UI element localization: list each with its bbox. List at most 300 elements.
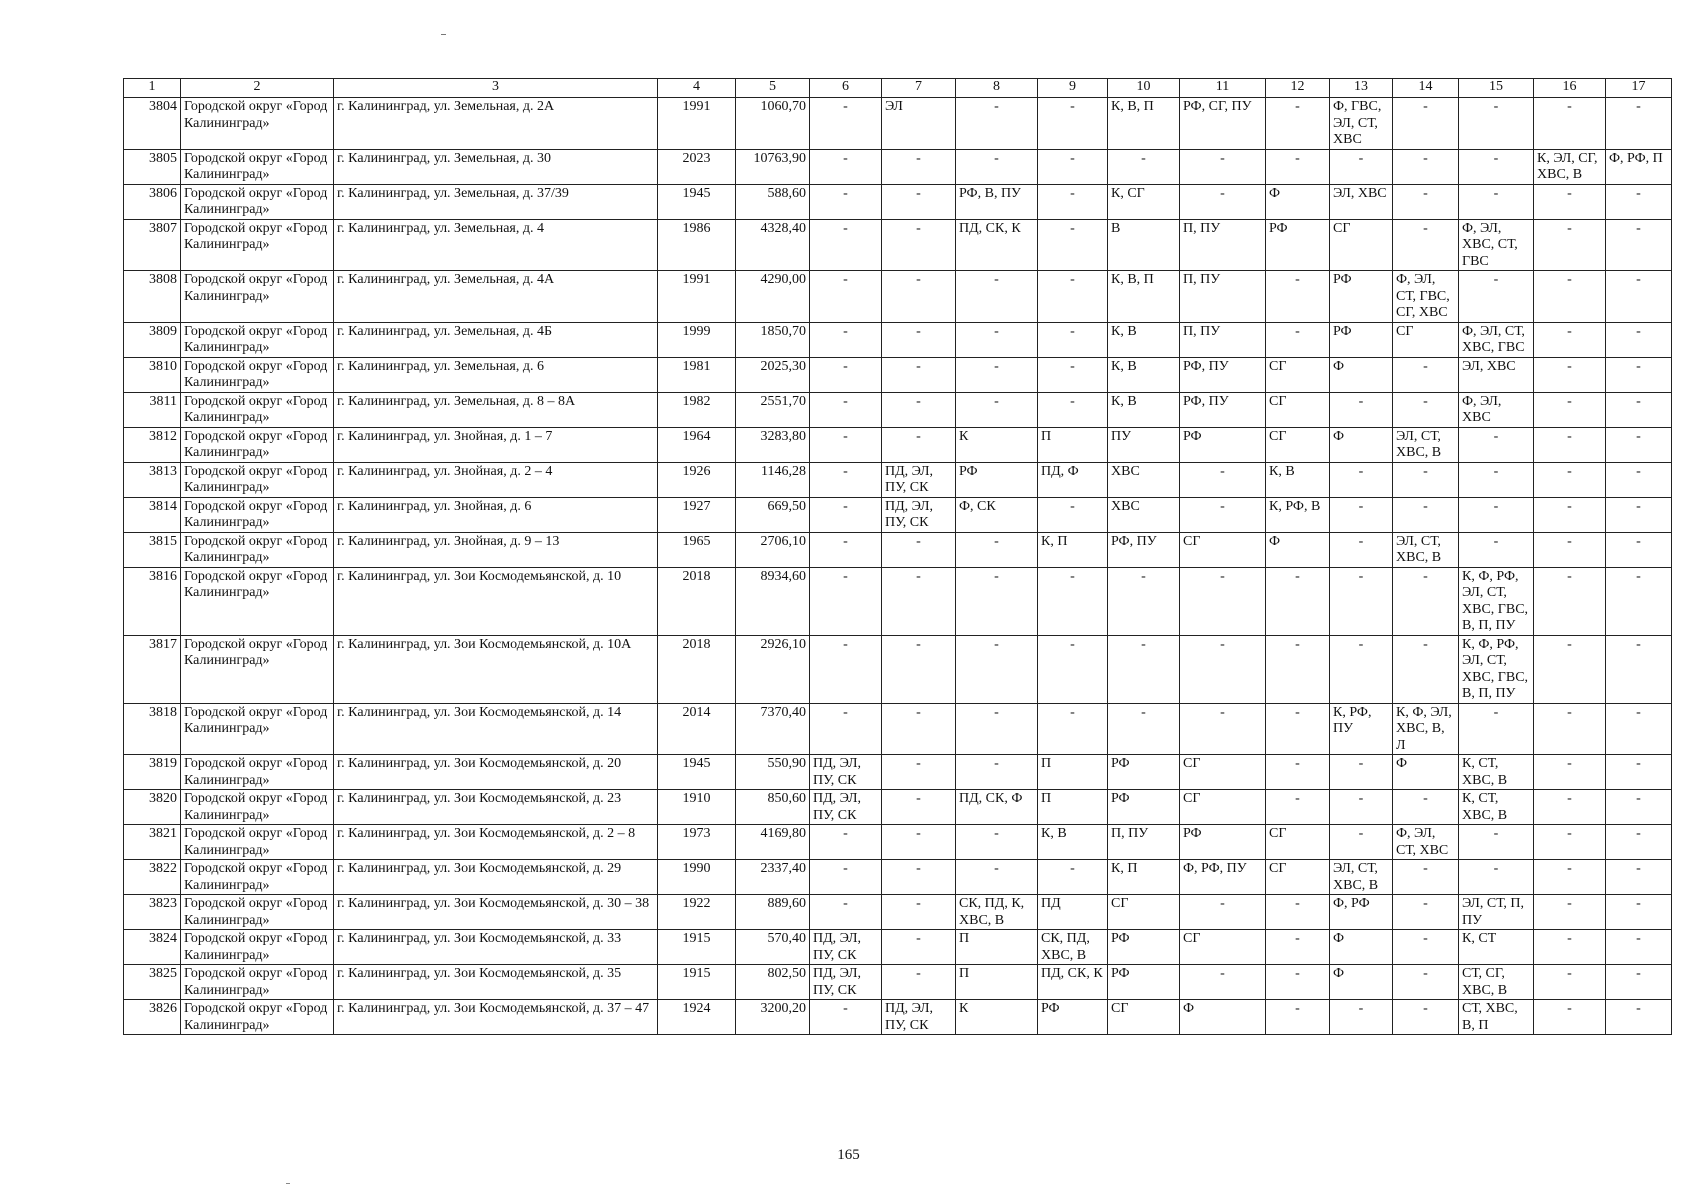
work-type-cell: - bbox=[1606, 703, 1672, 755]
work-type-cell: - bbox=[1534, 825, 1606, 860]
address-cell: г. Калининград, ул. Зои Космодемьянской, д. 2 – 8 bbox=[334, 825, 658, 860]
municipality-cell: Городской округ «Город Калининград» bbox=[181, 790, 334, 825]
work-type-cell: - bbox=[882, 965, 956, 1000]
work-type-cell: ПД, ЭЛ, ПУ, СК bbox=[810, 755, 882, 790]
page-number: 165 bbox=[837, 1147, 860, 1163]
work-type-cell: - bbox=[882, 532, 956, 567]
work-type-cell: - bbox=[1180, 635, 1266, 703]
area-cell: 550,90 bbox=[736, 755, 810, 790]
work-type-cell: РФ bbox=[1108, 930, 1180, 965]
work-type-cell: Ф, РФ, ПУ bbox=[1180, 860, 1266, 895]
work-type-cell: - bbox=[1393, 497, 1459, 532]
work-type-cell: В bbox=[1108, 219, 1180, 271]
work-type-cell: - bbox=[1534, 895, 1606, 930]
work-type-cell: - bbox=[882, 930, 956, 965]
area-cell: 4290,00 bbox=[736, 271, 810, 323]
work-type-cell: - bbox=[1038, 567, 1108, 635]
work-type-cell: - bbox=[1266, 965, 1330, 1000]
work-type-cell: СГ bbox=[1108, 895, 1180, 930]
work-type-cell: - bbox=[1393, 149, 1459, 184]
work-type-cell: - bbox=[1330, 790, 1393, 825]
work-type-cell: - bbox=[882, 271, 956, 323]
work-type-cell: - bbox=[882, 860, 956, 895]
work-type-cell: - bbox=[1534, 392, 1606, 427]
work-type-cell: ПД, СК, Ф bbox=[956, 790, 1038, 825]
work-type-cell: - bbox=[1606, 427, 1672, 462]
work-type-cell: - bbox=[810, 703, 882, 755]
area-cell: 850,60 bbox=[736, 790, 810, 825]
work-type-cell: СГ bbox=[1266, 357, 1330, 392]
address-cell: г. Калининград, ул. Земельная, д. 6 bbox=[334, 357, 658, 392]
work-type-cell: ЭЛ, СТ, ХВС, В bbox=[1330, 860, 1393, 895]
year-cell: 1964 bbox=[658, 427, 736, 462]
table-body bbox=[124, 98, 1672, 1035]
work-type-cell: - bbox=[882, 895, 956, 930]
work-type-cell: - bbox=[810, 532, 882, 567]
work-type-cell: - bbox=[956, 567, 1038, 635]
table-row bbox=[124, 271, 1672, 323]
work-type-cell: - bbox=[1393, 98, 1459, 150]
work-type-cell: - bbox=[1606, 635, 1672, 703]
work-type-cell: - bbox=[956, 703, 1038, 755]
address-cell: г. Калининград, ул. Земельная, д. 30 bbox=[334, 149, 658, 184]
work-type-cell: - bbox=[1266, 790, 1330, 825]
work-type-cell: ПД, СК, К bbox=[956, 219, 1038, 271]
work-type-cell: - bbox=[1534, 271, 1606, 323]
work-type-cell: К, П bbox=[1038, 532, 1108, 567]
work-type-cell: - bbox=[1534, 965, 1606, 1000]
work-type-cell: - bbox=[1534, 98, 1606, 150]
work-type-cell: - bbox=[1266, 149, 1330, 184]
work-type-cell: - bbox=[1459, 497, 1534, 532]
work-type-cell: ПД, ЭЛ, ПУ, СК bbox=[810, 790, 882, 825]
table-row bbox=[124, 703, 1672, 755]
address-cell: г. Калининград, ул. Зои Космодемьянской, д. 29 bbox=[334, 860, 658, 895]
work-type-cell: - bbox=[1038, 635, 1108, 703]
work-type-cell: - bbox=[1330, 149, 1393, 184]
address-cell: г. Калининград, ул. Земельная, д. 4 bbox=[334, 219, 658, 271]
work-type-cell: К, СТ, ХВС, В bbox=[1459, 755, 1534, 790]
row-number-cell: 3822 bbox=[124, 860, 181, 895]
year-cell: 1999 bbox=[658, 322, 736, 357]
column-header: 16 bbox=[1534, 79, 1606, 98]
work-type-cell: - bbox=[1108, 635, 1180, 703]
work-type-cell: - bbox=[956, 271, 1038, 323]
work-type-cell: - bbox=[1393, 930, 1459, 965]
work-type-cell: К, СТ, ХВС, В bbox=[1459, 790, 1534, 825]
table-row bbox=[124, 219, 1672, 271]
column-header: 15 bbox=[1459, 79, 1534, 98]
table-row bbox=[124, 357, 1672, 392]
work-type-cell: Ф, СК bbox=[956, 497, 1038, 532]
work-type-cell: П, ПУ bbox=[1180, 322, 1266, 357]
work-type-cell: - bbox=[810, 357, 882, 392]
year-cell: 1915 bbox=[658, 930, 736, 965]
column-header: 7 bbox=[882, 79, 956, 98]
work-type-cell: - bbox=[1459, 271, 1534, 323]
work-type-cell: - bbox=[882, 567, 956, 635]
work-type-cell: Ф bbox=[1330, 427, 1393, 462]
area-cell: 570,40 bbox=[736, 930, 810, 965]
address-cell: г. Калининград, ул. Знойная, д. 9 – 13 bbox=[334, 532, 658, 567]
area-cell: 3283,80 bbox=[736, 427, 810, 462]
work-type-cell: ПУ bbox=[1108, 427, 1180, 462]
work-type-cell: - bbox=[810, 635, 882, 703]
column-header: 3 bbox=[334, 79, 658, 98]
column-header: 17 bbox=[1606, 79, 1672, 98]
work-type-cell: - bbox=[1393, 567, 1459, 635]
work-type-cell: - bbox=[810, 98, 882, 150]
work-type-cell: ЭЛ, СТ, ХВС, В bbox=[1393, 532, 1459, 567]
work-type-cell: - bbox=[1606, 860, 1672, 895]
municipality-cell: Городской округ «Город Калининград» bbox=[181, 860, 334, 895]
work-type-cell: ПД, СК, К bbox=[1038, 965, 1108, 1000]
work-type-cell: - bbox=[1180, 497, 1266, 532]
column-header: 13 bbox=[1330, 79, 1393, 98]
municipality-cell: Городской округ «Город Калининград» bbox=[181, 219, 334, 271]
work-type-cell: Ф, РФ bbox=[1330, 895, 1393, 930]
work-type-cell: - bbox=[1180, 965, 1266, 1000]
table-row bbox=[124, 462, 1672, 497]
work-type-cell: - bbox=[810, 895, 882, 930]
work-type-cell: - bbox=[1266, 1000, 1330, 1035]
work-type-cell: СГ bbox=[1266, 392, 1330, 427]
row-number-cell: 3814 bbox=[124, 497, 181, 532]
column-header: 10 bbox=[1108, 79, 1180, 98]
municipality-cell: Городской округ «Город Калининград» bbox=[181, 1000, 334, 1035]
work-type-cell: - bbox=[1393, 965, 1459, 1000]
municipality-cell: Городской округ «Город Калининград» bbox=[181, 895, 334, 930]
row-number-cell: 3819 bbox=[124, 755, 181, 790]
work-type-cell: ПД, ЭЛ, ПУ, СК bbox=[882, 462, 956, 497]
area-cell: 802,50 bbox=[736, 965, 810, 1000]
work-type-cell: - bbox=[1606, 1000, 1672, 1035]
row-number-cell: 3809 bbox=[124, 322, 181, 357]
work-type-cell: К, В bbox=[1038, 825, 1108, 860]
work-type-cell: К, ЭЛ, СГ, ХВС, В bbox=[1534, 149, 1606, 184]
work-type-cell: - bbox=[1393, 357, 1459, 392]
work-type-cell: - bbox=[1606, 98, 1672, 150]
work-type-cell: СГ bbox=[1266, 825, 1330, 860]
work-type-cell: СГ bbox=[1108, 1000, 1180, 1035]
work-type-cell: СГ bbox=[1266, 427, 1330, 462]
column-header: 8 bbox=[956, 79, 1038, 98]
year-cell: 2018 bbox=[658, 567, 736, 635]
municipality-cell: Городской округ «Город Калининград» bbox=[181, 149, 334, 184]
municipality-cell: Городской округ «Город Калининград» bbox=[181, 532, 334, 567]
work-type-cell: - bbox=[1606, 357, 1672, 392]
work-type-cell: - bbox=[1180, 462, 1266, 497]
column-header: 1 bbox=[124, 79, 181, 98]
work-type-cell: - bbox=[1266, 635, 1330, 703]
work-type-cell: - bbox=[1108, 703, 1180, 755]
table-header-row bbox=[124, 79, 1672, 98]
work-type-cell: К, В bbox=[1266, 462, 1330, 497]
municipality-cell: Городской округ «Город Калининград» bbox=[181, 497, 334, 532]
work-type-cell: - bbox=[1393, 635, 1459, 703]
work-type-cell: - bbox=[1459, 427, 1534, 462]
work-type-cell: Ф, ЭЛ, СТ, ГВС, СГ, ХВС bbox=[1393, 271, 1459, 323]
work-type-cell: - bbox=[1606, 532, 1672, 567]
year-cell: 2014 bbox=[658, 703, 736, 755]
year-cell: 2018 bbox=[658, 635, 736, 703]
table-row bbox=[124, 392, 1672, 427]
row-number-cell: 3804 bbox=[124, 98, 181, 150]
work-type-cell: - bbox=[1606, 965, 1672, 1000]
year-cell: 1915 bbox=[658, 965, 736, 1000]
work-type-cell: К, Ф, РФ, ЭЛ, СТ, ХВС, ГВС, В, П, ПУ bbox=[1459, 567, 1534, 635]
work-type-cell: К, П bbox=[1108, 860, 1180, 895]
work-type-cell: СК, ПД, ХВС, В bbox=[1038, 930, 1108, 965]
work-type-cell: - bbox=[882, 392, 956, 427]
table-row bbox=[124, 567, 1672, 635]
work-type-cell: - bbox=[1534, 567, 1606, 635]
work-type-cell: - bbox=[1038, 357, 1108, 392]
row-number-cell: 3825 bbox=[124, 965, 181, 1000]
year-cell: 1986 bbox=[658, 219, 736, 271]
work-type-cell: - bbox=[1534, 427, 1606, 462]
work-type-cell: - bbox=[1534, 497, 1606, 532]
work-type-cell: ЭЛ, СТ, П, ПУ bbox=[1459, 895, 1534, 930]
row-number-cell: 3811 bbox=[124, 392, 181, 427]
address-cell: г. Калининград, ул. Зои Космодемьянской, д. 14 bbox=[334, 703, 658, 755]
work-type-cell: Ф bbox=[1330, 357, 1393, 392]
table-row bbox=[124, 149, 1672, 184]
work-type-cell: - bbox=[1459, 703, 1534, 755]
municipality-cell: Городской округ «Город Калининград» bbox=[181, 930, 334, 965]
work-type-cell: - bbox=[1534, 184, 1606, 219]
work-type-cell: ЭЛ, СТ, ХВС, В bbox=[1393, 427, 1459, 462]
work-type-cell: К, Ф, ЭЛ, ХВС, В, Л bbox=[1393, 703, 1459, 755]
municipality-cell: Городской округ «Город Калининград» bbox=[181, 357, 334, 392]
work-type-cell: - bbox=[1266, 755, 1330, 790]
work-type-cell: - bbox=[1266, 271, 1330, 323]
work-type-cell: - bbox=[1606, 825, 1672, 860]
year-cell: 1990 bbox=[658, 860, 736, 895]
work-type-cell: Ф, ГВС, ЭЛ, СТ, ХВС bbox=[1330, 98, 1393, 150]
scan-artifact bbox=[286, 1183, 290, 1184]
table-row bbox=[124, 184, 1672, 219]
work-type-cell: - bbox=[882, 357, 956, 392]
work-type-cell: - bbox=[1534, 930, 1606, 965]
work-type-cell: - bbox=[1038, 184, 1108, 219]
municipality-cell: Городской округ «Город Калининград» bbox=[181, 703, 334, 755]
work-type-cell: - bbox=[1534, 790, 1606, 825]
work-type-cell: - bbox=[1606, 497, 1672, 532]
area-cell: 1146,28 bbox=[736, 462, 810, 497]
work-type-cell: - bbox=[1393, 895, 1459, 930]
address-cell: г. Калининград, ул. Зои Космодемьянской, д. 30 – 38 bbox=[334, 895, 658, 930]
row-number-cell: 3807 bbox=[124, 219, 181, 271]
year-cell: 1945 bbox=[658, 755, 736, 790]
address-cell: г. Калининград, ул. Зои Космодемьянской, д. 33 bbox=[334, 930, 658, 965]
area-cell: 10763,90 bbox=[736, 149, 810, 184]
work-type-cell: К, СТ bbox=[1459, 930, 1534, 965]
year-cell: 2023 bbox=[658, 149, 736, 184]
work-type-cell: - bbox=[1534, 357, 1606, 392]
work-type-cell: РФ, ПУ bbox=[1108, 532, 1180, 567]
address-cell: г. Калининград, ул. Зои Космодемьянской, д. 10А bbox=[334, 635, 658, 703]
work-type-cell: - bbox=[956, 357, 1038, 392]
work-type-cell: - bbox=[1459, 532, 1534, 567]
area-cell: 2706,10 bbox=[736, 532, 810, 567]
work-type-cell: - bbox=[956, 825, 1038, 860]
work-type-cell: СГ bbox=[1393, 322, 1459, 357]
work-type-cell: - bbox=[1180, 184, 1266, 219]
work-type-cell: - bbox=[956, 392, 1038, 427]
work-type-cell: Ф bbox=[1330, 965, 1393, 1000]
work-type-cell: ЭЛ bbox=[882, 98, 956, 150]
work-type-cell: - bbox=[1393, 184, 1459, 219]
work-type-cell: - bbox=[882, 149, 956, 184]
row-number-cell: 3821 bbox=[124, 825, 181, 860]
work-type-cell: - bbox=[956, 860, 1038, 895]
column-header: 9 bbox=[1038, 79, 1108, 98]
work-type-cell: - bbox=[1459, 149, 1534, 184]
work-type-cell: РФ bbox=[956, 462, 1038, 497]
work-type-cell: К bbox=[956, 427, 1038, 462]
area-cell: 1060,70 bbox=[736, 98, 810, 150]
work-type-cell: К, РФ, ПУ bbox=[1330, 703, 1393, 755]
municipality-cell: Городской округ «Город Калининград» bbox=[181, 427, 334, 462]
work-type-cell: К, В bbox=[1108, 392, 1180, 427]
work-type-cell: - bbox=[1393, 462, 1459, 497]
work-type-cell: РФ, ПУ bbox=[1180, 357, 1266, 392]
year-cell: 1973 bbox=[658, 825, 736, 860]
table-row bbox=[124, 427, 1672, 462]
row-number-cell: 3808 bbox=[124, 271, 181, 323]
work-type-cell: - bbox=[882, 790, 956, 825]
area-cell: 1850,70 bbox=[736, 322, 810, 357]
year-cell: 1924 bbox=[658, 1000, 736, 1035]
address-cell: г. Калининград, ул. Знойная, д. 2 – 4 bbox=[334, 462, 658, 497]
row-number-cell: 3824 bbox=[124, 930, 181, 965]
work-type-cell: - bbox=[1606, 895, 1672, 930]
work-type-cell: - bbox=[1459, 184, 1534, 219]
address-cell: г. Калининград, ул. Земельная, д. 37/39 bbox=[334, 184, 658, 219]
work-type-cell: РФ bbox=[1266, 219, 1330, 271]
row-number-cell: 3805 bbox=[124, 149, 181, 184]
address-cell: г. Калининград, ул. Зои Космодемьянской, д. 35 bbox=[334, 965, 658, 1000]
area-cell: 2337,40 bbox=[736, 860, 810, 895]
column-header: 5 bbox=[736, 79, 810, 98]
work-type-cell: - bbox=[1038, 703, 1108, 755]
row-number-cell: 3806 bbox=[124, 184, 181, 219]
work-type-cell: Ф bbox=[1393, 755, 1459, 790]
work-type-cell: - bbox=[882, 184, 956, 219]
table-row bbox=[124, 825, 1672, 860]
work-type-cell: - bbox=[1266, 930, 1330, 965]
work-type-cell: СГ bbox=[1330, 219, 1393, 271]
work-type-cell: - bbox=[1330, 755, 1393, 790]
work-type-cell: - bbox=[1038, 219, 1108, 271]
year-cell: 1991 bbox=[658, 271, 736, 323]
work-type-cell: Ф, ЭЛ, ХВС bbox=[1459, 392, 1534, 427]
address-cell: г. Калининград, ул. Знойная, д. 6 bbox=[334, 497, 658, 532]
table-row bbox=[124, 860, 1672, 895]
work-type-cell: П, ПУ bbox=[1180, 219, 1266, 271]
work-type-cell: К, В, П bbox=[1108, 271, 1180, 323]
work-type-cell: - bbox=[1459, 825, 1534, 860]
work-type-cell: П, ПУ bbox=[1108, 825, 1180, 860]
year-cell: 1910 bbox=[658, 790, 736, 825]
work-type-cell: РФ bbox=[1108, 790, 1180, 825]
work-type-cell: - bbox=[1606, 790, 1672, 825]
work-type-cell: - bbox=[810, 184, 882, 219]
work-type-cell: ХВС bbox=[1108, 462, 1180, 497]
municipality-cell: Городской округ «Город Калининград» bbox=[181, 98, 334, 150]
work-type-cell: - bbox=[1606, 462, 1672, 497]
work-type-cell: Ф, ЭЛ, СТ, ХВС, ГВС bbox=[1459, 322, 1534, 357]
work-type-cell: СТ, ХВС, В, П bbox=[1459, 1000, 1534, 1035]
area-cell: 2025,30 bbox=[736, 357, 810, 392]
work-type-cell: СК, ПД, К, ХВС, В bbox=[956, 895, 1038, 930]
work-type-cell: - bbox=[1266, 895, 1330, 930]
work-type-cell: - bbox=[810, 271, 882, 323]
work-type-cell: СТ, СГ, ХВС, В bbox=[1459, 965, 1534, 1000]
work-type-cell: - bbox=[1330, 462, 1393, 497]
scan-artifact bbox=[441, 34, 446, 35]
work-type-cell: К, РФ, В bbox=[1266, 497, 1330, 532]
area-cell: 588,60 bbox=[736, 184, 810, 219]
work-type-cell: К, В bbox=[1108, 322, 1180, 357]
work-type-cell: Ф, РФ, П bbox=[1606, 149, 1672, 184]
work-type-cell: - bbox=[1180, 567, 1266, 635]
work-type-cell: - bbox=[882, 427, 956, 462]
work-type-cell: - bbox=[1393, 219, 1459, 271]
work-type-cell: - bbox=[1330, 1000, 1393, 1035]
municipality-cell: Городской округ «Город Калининград» bbox=[181, 965, 334, 1000]
work-type-cell: - bbox=[1606, 322, 1672, 357]
area-cell: 8934,60 bbox=[736, 567, 810, 635]
work-type-cell: СГ bbox=[1180, 930, 1266, 965]
work-type-cell: - bbox=[1038, 497, 1108, 532]
work-type-cell: - bbox=[882, 703, 956, 755]
area-cell: 2551,70 bbox=[736, 392, 810, 427]
work-type-cell: - bbox=[956, 635, 1038, 703]
column-header: 2 bbox=[181, 79, 334, 98]
work-type-cell: РФ bbox=[1038, 1000, 1108, 1035]
work-type-cell: - bbox=[1606, 567, 1672, 635]
work-type-cell: СГ bbox=[1180, 755, 1266, 790]
work-type-cell: РФ bbox=[1108, 755, 1180, 790]
work-type-cell: - bbox=[1534, 532, 1606, 567]
year-cell: 1981 bbox=[658, 357, 736, 392]
table-row bbox=[124, 790, 1672, 825]
work-type-cell: ПД, ЭЛ, ПУ, СК bbox=[882, 1000, 956, 1035]
work-type-cell: - bbox=[1330, 497, 1393, 532]
area-cell: 2926,10 bbox=[736, 635, 810, 703]
work-type-cell: К bbox=[956, 1000, 1038, 1035]
table-row bbox=[124, 965, 1672, 1000]
year-cell: 1922 bbox=[658, 895, 736, 930]
work-type-cell: - bbox=[810, 219, 882, 271]
municipality-cell: Городской округ «Город Калининград» bbox=[181, 322, 334, 357]
work-type-cell: РФ bbox=[1330, 271, 1393, 323]
area-cell: 4169,80 bbox=[736, 825, 810, 860]
work-type-cell: К, В bbox=[1108, 357, 1180, 392]
municipality-cell: Городской округ «Город Калининград» bbox=[181, 392, 334, 427]
work-type-cell: - bbox=[810, 825, 882, 860]
work-type-cell: - bbox=[882, 322, 956, 357]
work-type-cell: - bbox=[810, 497, 882, 532]
year-cell: 1927 bbox=[658, 497, 736, 532]
area-cell: 7370,40 bbox=[736, 703, 810, 755]
work-type-cell: - bbox=[1534, 635, 1606, 703]
work-type-cell: ЭЛ, ХВС bbox=[1330, 184, 1393, 219]
area-cell: 889,60 bbox=[736, 895, 810, 930]
work-type-cell: - bbox=[1038, 149, 1108, 184]
